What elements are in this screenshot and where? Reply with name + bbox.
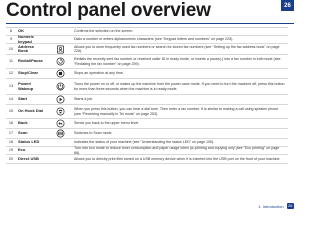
row-button-name: Direct USB [18,155,39,161]
row-button-name: Power/ Wakeup [18,81,34,91]
row-button-name: Address Book [18,43,35,53]
row-number: 8 [9,29,13,34]
table-row [6,69,288,79]
row-description: Starts a job. [74,97,94,102]
table-row [6,28,288,36]
stop-clear-icon [48,69,72,78]
row-description: Allows you to store frequently used fax numbers or search for stored fax numbers (see "Setting up the fax address book" on page 226). [74,44,280,53]
row-button-name: Stop/Clear [18,70,39,76]
on-hook-dial-icon [48,107,72,116]
row-description: Redials the recently sent fax number or received caller ID in ready mode, or inserts a pause(-) into a fax number in edit mode (see "Redialing the fax number" on page 259). [74,57,281,66]
control-panel-table [6,27,288,164]
back-icon [48,119,72,128]
row-description: Turn into eco mode to reduce toner consumption and paper usage when pc-printing and copying only (see "Eco printing" on page 66). [74,146,280,155]
row-button-name: Numeric keypad [18,34,35,44]
row-button-name: OK [18,28,24,34]
row-number: 20 [8,156,14,161]
row-number: 10 [8,46,14,51]
row-description: Confirms the selection on the screen. [74,29,134,34]
address-book-icon [48,45,72,54]
row-button-name: Scan [18,130,28,136]
power-icon [48,82,72,91]
table-row [6,155,288,164]
row-number: 14 [8,97,14,102]
footer-label: 1. Introduction [258,203,284,209]
row-button-name: Start [18,96,28,102]
row-description: Stops an operation at any time. [74,71,124,76]
footer-page-number: 26 [288,203,293,208]
start-icon [48,95,72,104]
row-description: Switches to Scan mode. [74,131,113,136]
row-description: Sends you back to the upper menu level. [74,121,140,126]
row-button-name: Status LED [18,139,40,145]
row-number: 13 [8,84,14,89]
table-row [6,119,288,129]
table-row [6,95,288,105]
page-title: Control panel overview [6,0,211,21]
row-number: 18 [8,140,14,145]
title-rule [6,23,294,24]
table-row [6,44,288,55]
row-description: Dials a number or enters alphanumeric characters (see "Keypad letters and numbers" on page 225). [74,37,234,42]
row-button-name: Back [18,120,28,126]
table-row [6,105,288,119]
row-button-name: On Hook Dial [18,108,44,114]
table-row [6,147,288,155]
row-number: 12 [8,71,14,76]
row-description: When you press this button, you can hear a dial tone. Then enter a fax number. It is similar to making a call using speaker phone (see "Receiving manually in Tel mode" on page 253). [74,107,279,116]
page-number-badge: 26 [281,0,294,11]
row-button-name: Eco [18,147,26,153]
row-description: Allows you to directly print files stored on a USB memory device when it is inserted into the USB port on the front of your machine. [74,156,281,161]
row-number: 16 [8,121,14,126]
redial-pause-icon [48,57,72,66]
row-number: 9 [9,37,13,42]
page-footer [258,203,294,209]
row-number: 11 [9,59,13,64]
table-row [6,129,288,139]
row-description: Turns the power on or off, or wakes up the machine from the power-save mode. If you need to turn the machine off, press this button for more than three seconds when the machine is in ready mode. [74,82,285,91]
row-description: Indicates the status of your machine (see "Understanding the status LED" on page 105). [74,140,215,145]
scan-icon [48,129,72,138]
table-row [6,79,288,95]
row-number: 15 [8,109,14,114]
table-row [6,55,288,69]
row-button-name: Redial/Pause [18,58,43,64]
row-number: 19 [8,148,14,153]
row-number: 17 [8,131,14,136]
